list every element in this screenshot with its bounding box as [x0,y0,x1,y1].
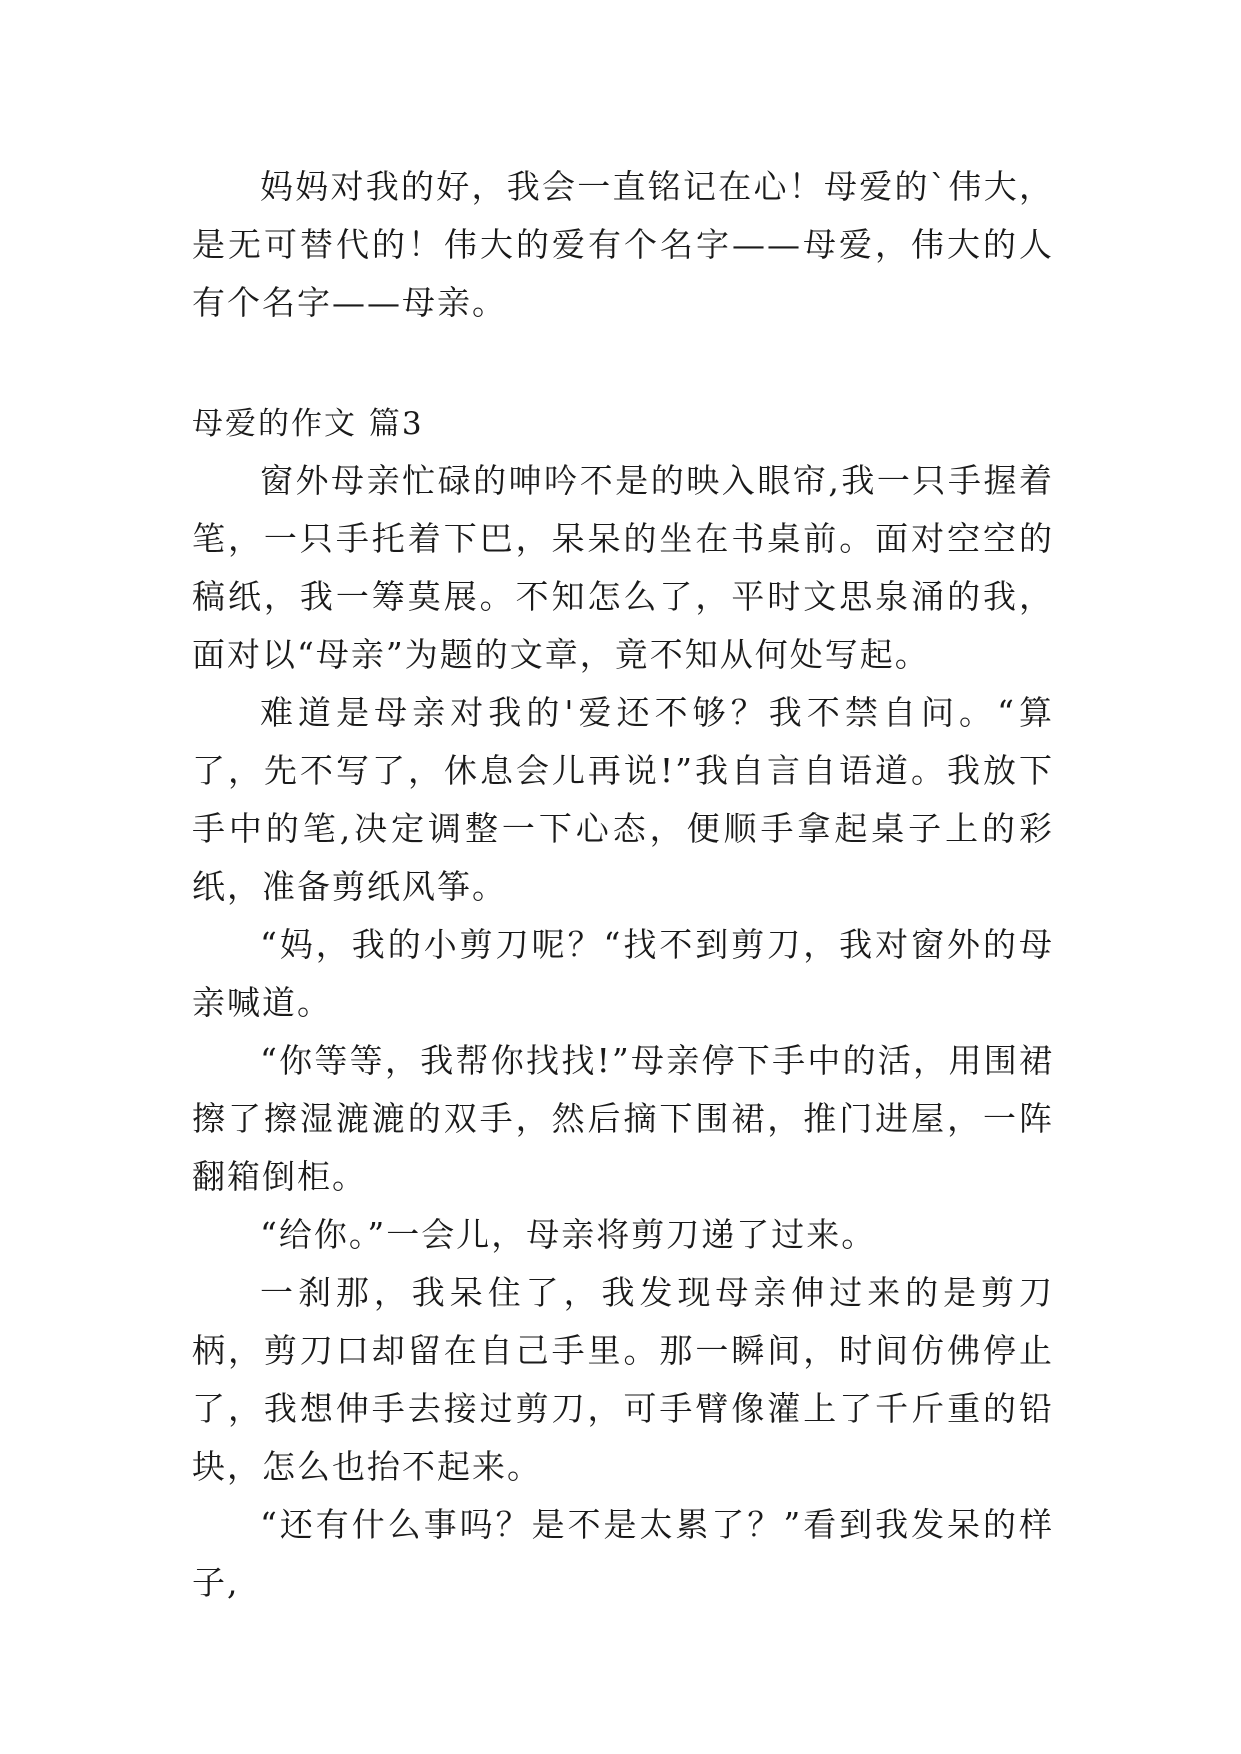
intro-paragraph: 妈妈对我的好，我会一直铭记在心！母爱的`伟大，是无可替代的！伟大的爱有个名字——母爱，伟大的人有个名字——母亲。 [192,167,1054,322]
section-heading: 母爱的作文 篇3 [192,406,424,442]
paragraph: “还有什么事吗？是不是太累了？”看到我发呆的样子, [192,1505,1054,1602]
paragraph: 难道是母亲对我的'爱还不够？我不禁自问。“算了，先不写了，休息会儿再说!”我自言自语道。我放下手中的笔,决定调整一下心态，便顺手拿起桌子上的彩纸，准备剪纸风筝。 [192,693,1054,906]
paragraph: 一刹那，我呆住了，我发现母亲伸过来的是剪刀柄，剪刀口却留在自己手里。那一瞬间，时间仿佛停止了，我想伸手去接过剪刀，可手臂像灌上了千斤重的铅块，怎么也抬不起来。 [192,1273,1054,1486]
paragraph: 窗外母亲忙碌的呻吟不是的映入眼帘,我一只手握着笔，一只手托着下巴，呆呆的坐在书桌前。面对空空的稿纸，我一筹莫展。不知怎么了，平时文思泉涌的我，面对以“母亲”为题的文章，竟不知从何处写起。 [192,461,1054,674]
paragraph: “给你。”一会儿，母亲将剪刀递了过来。 [260,1215,877,1254]
essay-body [192,452,1054,1612]
intro-section [192,158,1054,332]
paragraph: “妈，我的小剪刀呢？“找不到剪刀，我对窗外的母亲喊道。 [192,925,1054,1022]
paragraph: “你等等，我帮你找找!”母亲停下手中的活，用围裙擦了擦湿漉漉的双手，然后摘下围裙，推门进屋，一阵翻箱倒柜。 [192,1041,1054,1196]
